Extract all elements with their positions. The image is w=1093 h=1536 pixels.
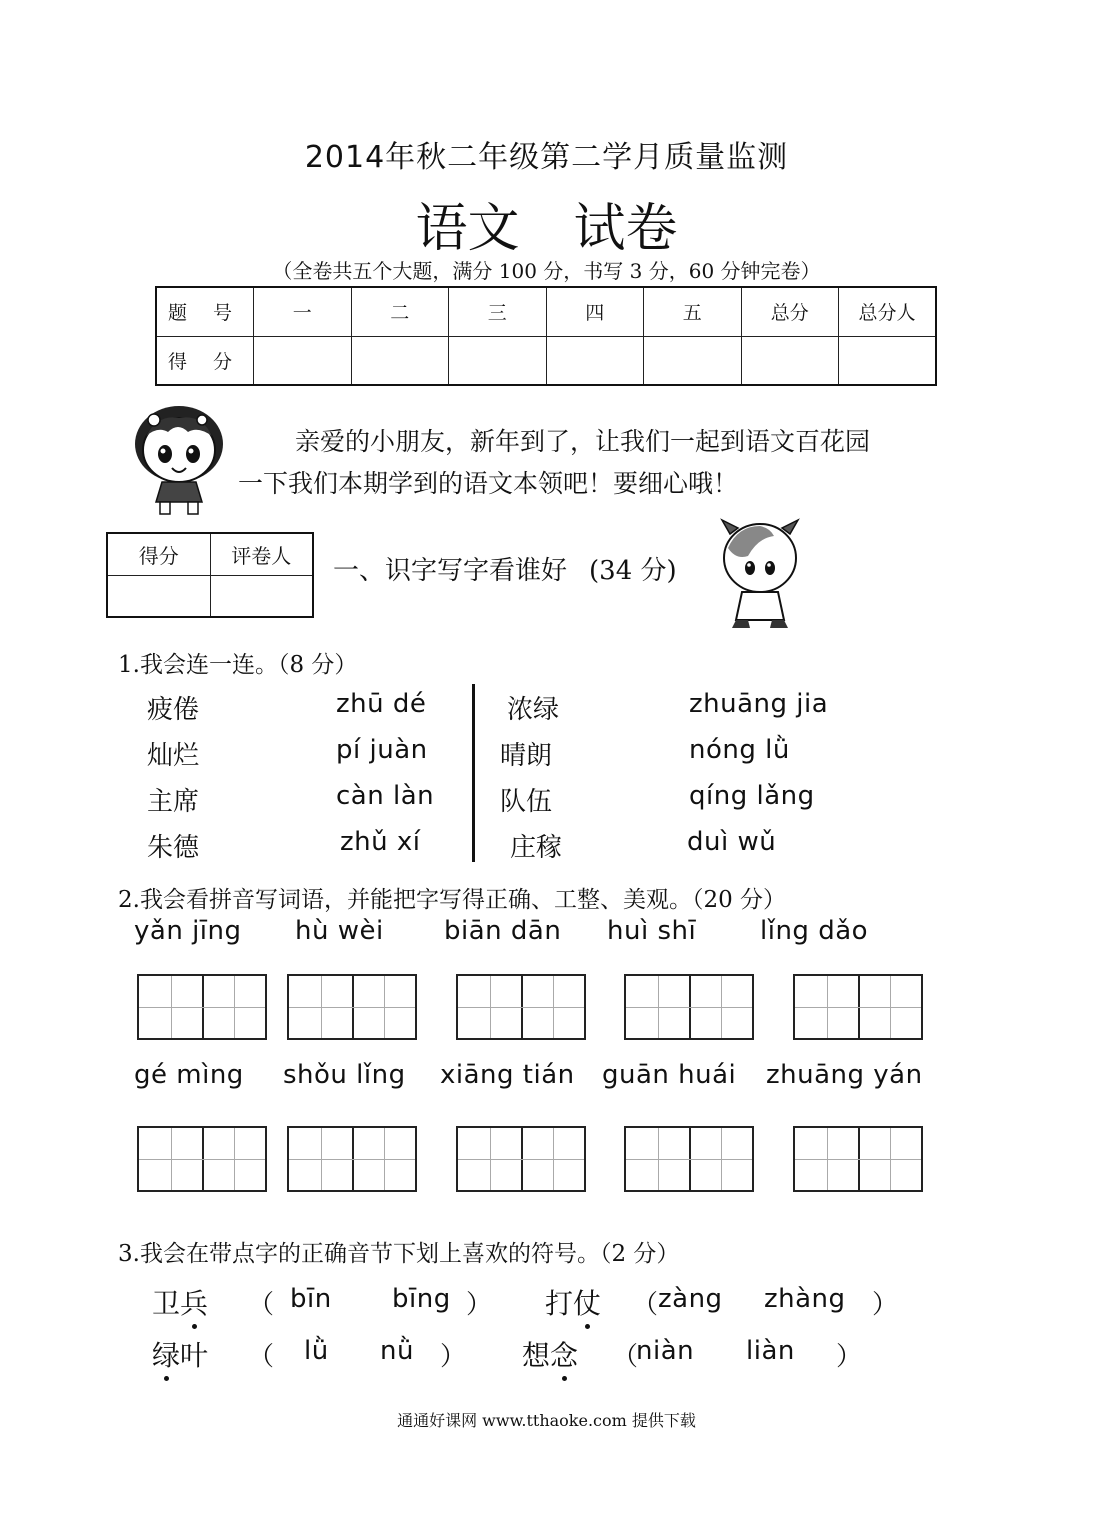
q1-left-pinyin[interactable]: pí juàn bbox=[336, 735, 428, 765]
score-table-header: 总分 bbox=[741, 287, 839, 336]
q3-paren-close: ） bbox=[872, 1290, 899, 1320]
score-cell[interactable] bbox=[644, 336, 742, 385]
q2-pinyin: lǐng dǎo bbox=[760, 916, 869, 946]
q3-dotted-char: 兵 bbox=[180, 1282, 208, 1322]
q1-left-pinyin[interactable]: càn làn bbox=[336, 781, 435, 811]
score-table-header: 四 bbox=[546, 287, 644, 336]
writing-box[interactable] bbox=[793, 1126, 923, 1192]
q3-char: 想 bbox=[522, 1339, 551, 1372]
q1-right-pinyin[interactable]: qíng lǎng bbox=[689, 781, 815, 811]
writing-box[interactable] bbox=[456, 1126, 586, 1192]
q3-option[interactable]: niàn bbox=[636, 1336, 695, 1366]
score-table-header: 题 号 bbox=[156, 287, 254, 336]
q3-paren-close: ） bbox=[466, 1290, 493, 1320]
q3-option[interactable]: lǜ bbox=[304, 1336, 329, 1366]
score-cell[interactable] bbox=[546, 336, 644, 385]
q1-left-word[interactable]: 疲倦 bbox=[147, 695, 200, 725]
paper-name: 试卷 bbox=[573, 199, 678, 259]
q3-option[interactable]: bīng bbox=[392, 1284, 451, 1314]
q3-paren-open: （ bbox=[612, 1342, 639, 1372]
q1-right-pinyin[interactable]: zhuāng jia bbox=[689, 689, 829, 719]
writing-box[interactable] bbox=[793, 974, 923, 1040]
grader-name-label: 评卷人 bbox=[210, 533, 313, 575]
q3-word bbox=[522, 1334, 578, 1374]
q3-char: 叶 bbox=[180, 1339, 209, 1372]
q3-paren-close: ） bbox=[836, 1342, 863, 1372]
q3-word bbox=[545, 1282, 601, 1322]
q1-right-word[interactable]: 队伍 bbox=[500, 787, 553, 817]
q2-prompt: 2.我会看拼音写词语，并能把字写得正确、工整、美观。（20 分） bbox=[118, 887, 787, 913]
grader-name-cell[interactable] bbox=[210, 575, 313, 617]
footer-credit: 通通好课网 www.tthaoke.com 提供下载 bbox=[397, 1411, 696, 1430]
q1-right-word[interactable]: 浓绿 bbox=[507, 695, 560, 725]
q3-option[interactable]: liàn bbox=[746, 1336, 795, 1366]
grader-score-cell[interactable] bbox=[107, 575, 210, 617]
score-table bbox=[155, 286, 937, 386]
intro-line-2: 一下我们本期学到的语文本领吧！要细心哦！ bbox=[238, 469, 739, 498]
q1-left-pinyin[interactable]: zhǔ xí bbox=[340, 827, 421, 857]
exam-title: 2014年秋二年级第二学月质量监测 bbox=[304, 140, 789, 175]
score-cell[interactable] bbox=[741, 336, 839, 385]
q3-word bbox=[152, 1334, 208, 1374]
score-cell[interactable] bbox=[839, 336, 937, 385]
q2-pinyin: guān huái bbox=[602, 1060, 737, 1090]
q2-pinyin: gé mìng bbox=[134, 1060, 244, 1090]
q3-option[interactable]: bīn bbox=[290, 1284, 332, 1314]
score-cell[interactable] bbox=[351, 336, 449, 385]
q3-option[interactable]: nǜ bbox=[380, 1336, 414, 1366]
q3-char: 打 bbox=[545, 1287, 574, 1320]
q3-word bbox=[152, 1282, 208, 1322]
q2-pinyin: yǎn jīng bbox=[134, 916, 242, 946]
exam-instructions: （全卷共五个大题，满分 100 分，书写 3 分，60 分钟完卷） bbox=[272, 259, 821, 283]
q1-prompt: 1.我会连一连。（8 分） bbox=[118, 652, 358, 678]
section-1-title: 一、识字写字看谁好 bbox=[333, 556, 568, 586]
pig-mascot-icon bbox=[718, 516, 802, 632]
q1-left-pinyin[interactable]: zhū dé bbox=[336, 689, 427, 719]
writing-box[interactable] bbox=[287, 974, 417, 1040]
q1-left-word[interactable]: 主席 bbox=[147, 787, 200, 817]
section-1-points: (34 分) bbox=[589, 556, 677, 586]
intro-line-1: 亲爱的小朋友，新年到了，让我们一起到语文百花园 bbox=[295, 427, 871, 456]
writing-box[interactable] bbox=[137, 1126, 267, 1192]
q2-pinyin: xiāng tián bbox=[440, 1060, 575, 1090]
grader-box bbox=[106, 532, 314, 618]
score-table-header: 五 bbox=[644, 287, 742, 336]
q3-paren-open: （ bbox=[248, 1290, 275, 1320]
writing-box[interactable] bbox=[287, 1126, 417, 1192]
q1-right-pinyin[interactable]: duì wǔ bbox=[687, 827, 777, 857]
q3-paren-open: （ bbox=[632, 1290, 659, 1320]
score-table-header: 三 bbox=[449, 287, 547, 336]
q3-paren-close: ） bbox=[440, 1342, 467, 1372]
q1-right-word[interactable]: 晴朗 bbox=[500, 741, 553, 771]
grader-score-label: 得分 bbox=[107, 533, 210, 575]
score-cell[interactable] bbox=[449, 336, 547, 385]
q3-option[interactable]: zàng bbox=[658, 1284, 723, 1314]
q1-right-word[interactable]: 庄稼 bbox=[510, 833, 563, 863]
score-table-header: 二 bbox=[351, 287, 449, 336]
score-row-label: 得 分 bbox=[156, 336, 254, 385]
writing-box[interactable] bbox=[624, 974, 754, 1040]
q3-dotted-char: 念 bbox=[550, 1334, 578, 1374]
q1-left-word[interactable]: 朱德 bbox=[147, 833, 200, 863]
q1-right-pinyin[interactable]: nóng lǜ bbox=[689, 735, 790, 765]
section-1-heading bbox=[333, 550, 677, 587]
q1-divider bbox=[472, 684, 475, 862]
score-table-header: 总分人 bbox=[839, 287, 937, 336]
writing-box[interactable] bbox=[137, 974, 267, 1040]
q2-pinyin: shǒu lǐng bbox=[283, 1060, 406, 1090]
score-table-header: 一 bbox=[254, 287, 352, 336]
q2-pinyin: biān dān bbox=[444, 916, 562, 946]
q3-prompt: 3.我会在带点字的正确音节下划上喜欢的符号。（2 分） bbox=[118, 1241, 680, 1267]
q3-dotted-char: 绿 bbox=[152, 1334, 180, 1374]
q3-char: 卫 bbox=[152, 1287, 181, 1320]
q3-option[interactable]: zhàng bbox=[764, 1284, 846, 1314]
q3-paren-open: （ bbox=[248, 1342, 275, 1372]
q2-pinyin: hù wèi bbox=[295, 916, 384, 946]
score-cell[interactable] bbox=[254, 336, 352, 385]
subject-title bbox=[0, 186, 1093, 261]
writing-box[interactable] bbox=[456, 974, 586, 1040]
q2-pinyin: huì shī bbox=[607, 916, 697, 946]
q3-dotted-char: 仗 bbox=[573, 1282, 601, 1322]
subject-name: 语文 bbox=[415, 199, 520, 259]
q2-pinyin: zhuāng yán bbox=[766, 1060, 923, 1090]
q1-left-word[interactable]: 灿烂 bbox=[147, 741, 200, 771]
girl-mascot-icon bbox=[118, 398, 240, 520]
writing-box[interactable] bbox=[624, 1126, 754, 1192]
